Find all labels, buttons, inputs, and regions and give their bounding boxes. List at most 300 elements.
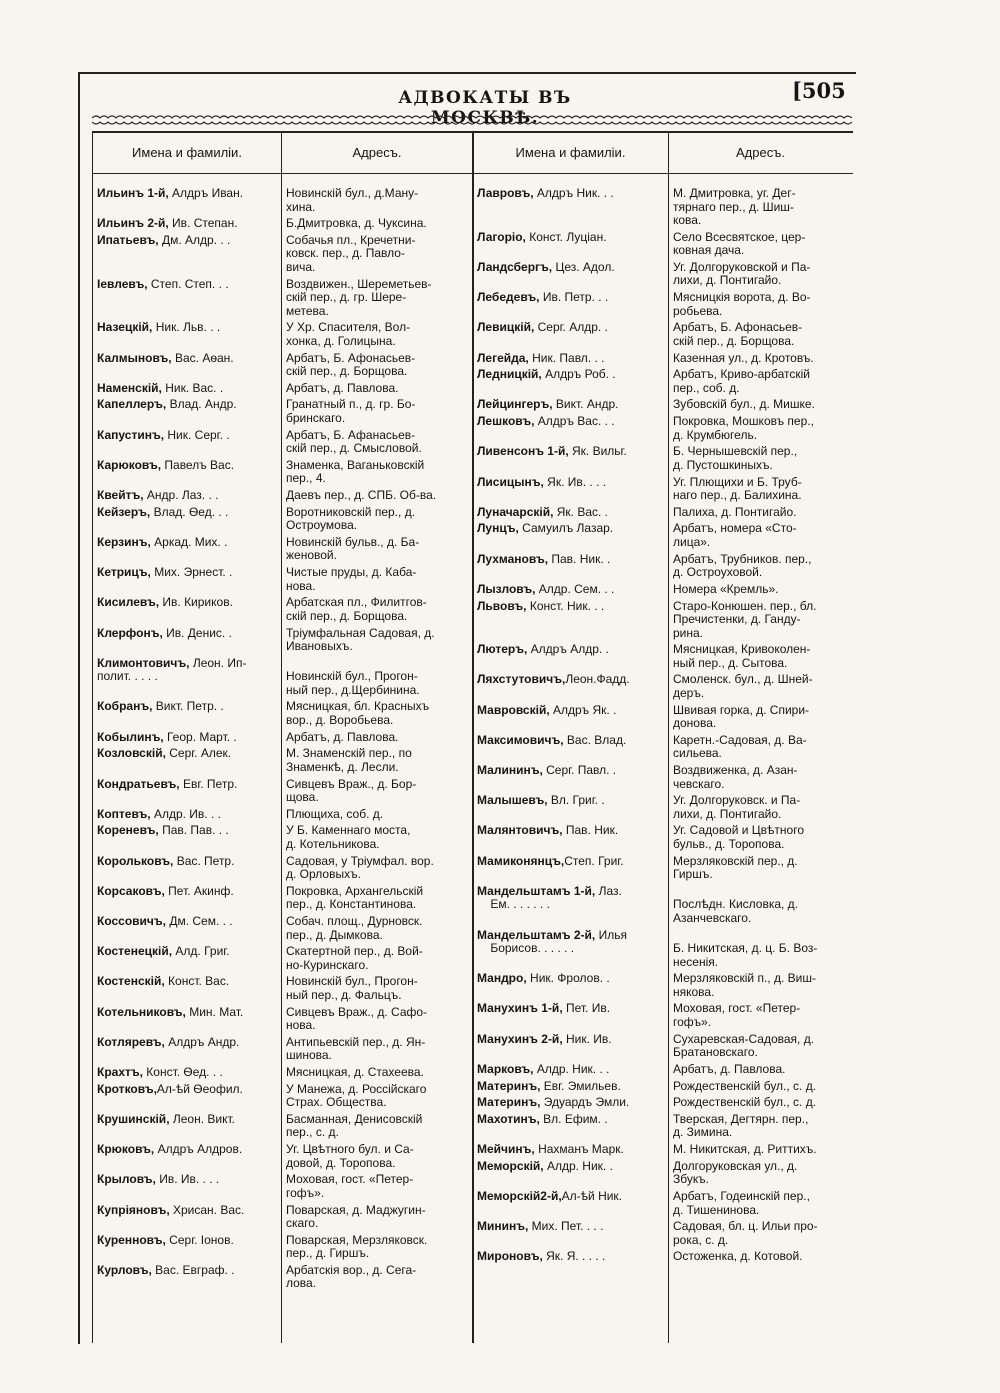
right-entry-address: Палиха, д. Понтигайо. xyxy=(673,504,797,519)
given-names: Леон. Викт. xyxy=(169,1111,235,1126)
left-entry-name xyxy=(97,945,230,959)
left-entry-name xyxy=(97,382,223,396)
surname: Капустинъ, xyxy=(97,427,165,442)
given-names: Алдръ Андр. xyxy=(164,1034,240,1049)
left-entry-address: Арбатскія вор., д. Сега- лова. xyxy=(286,1262,417,1291)
given-names: Алдр. Ник. . . xyxy=(533,1061,610,1076)
right-entry-name xyxy=(477,764,616,778)
right-entry-address: Остоженка, д. Котовой. xyxy=(673,1249,803,1264)
left-entry-address: Моховая, гост. «Петер- гофъ». xyxy=(286,1172,414,1200)
left-entry-address: Тріумфальная Садовая, д. Ивановыхъ. xyxy=(286,625,435,653)
given-names: Мин. Мат. xyxy=(185,1004,244,1019)
given-names: Самуилъ Лазар. xyxy=(518,521,614,536)
given-names: Ник. Фролов. . xyxy=(526,971,610,986)
given-names: Алдръ Ник. . . xyxy=(533,186,614,200)
given-names: Ив. Денис. . xyxy=(162,625,232,640)
given-names: Андр. Лаз. . . xyxy=(143,488,219,502)
surname: Левицкій, xyxy=(477,320,535,335)
column-divider-center xyxy=(472,133,474,1343)
right-entry-name xyxy=(477,1160,613,1174)
surname: Клерфонъ, xyxy=(97,625,163,640)
left-entry-name xyxy=(97,506,228,520)
left-entry-address: Новинскій бульв., д. Ба- женовой. xyxy=(286,534,420,563)
right-entry-name xyxy=(477,445,627,459)
right-entry-name xyxy=(477,885,622,912)
left-entry-name xyxy=(97,731,237,745)
surname: Мандельштамъ 2-й, xyxy=(477,927,596,942)
left-entry-address: Садовая, у Тріумфал. вор. д. Орловыхъ. xyxy=(286,853,434,882)
left-entry-name xyxy=(97,700,224,714)
right-entry-address: Арбатъ, номера «Сто- лица». xyxy=(673,521,797,549)
right-entry-address: Долгоруковская ул., д. Збукъ. xyxy=(673,1158,798,1187)
surname: Максимовичъ, xyxy=(477,732,564,747)
right-entry-name xyxy=(477,291,608,305)
surname: Легейда, xyxy=(477,350,529,365)
surname: Лызловъ, xyxy=(477,581,536,596)
left-entry-address: Гранатный п., д. гр. Бо- бринскаго. xyxy=(286,397,416,425)
surname: Лагоріо, xyxy=(477,229,526,244)
right-entry-name xyxy=(477,231,607,245)
given-names: Алдр. Сем. . . xyxy=(535,581,615,596)
given-names: Ив. Петр. . . xyxy=(539,290,609,305)
surname: Капеллеръ, xyxy=(97,397,167,412)
given-names: Серг. Павл. . xyxy=(542,763,617,777)
left-entry-name xyxy=(97,429,230,443)
given-names: Пав. Ник. . xyxy=(548,551,611,566)
surname: Луначарскій, xyxy=(477,504,554,519)
left-entry-address: Новинскій бул., Прогон- ный пер., д.Щербинина. xyxy=(286,669,420,697)
right-entry-address: Арбатъ, Годеинскій пер., д. Тишенинова. xyxy=(673,1189,810,1217)
right-entry-name xyxy=(477,929,627,956)
right-entry-address: Б. Чернышевскій пер., д. Пустошкиныхъ. xyxy=(673,444,798,472)
given-names: Дм. Сем. . . xyxy=(165,914,233,928)
given-names: Вл. Григ. . xyxy=(547,793,605,808)
given-names: Як. Вильг. xyxy=(568,444,627,459)
given-names: Вас. Евграф. . xyxy=(151,1262,235,1277)
surname: Ильинъ 1-й, xyxy=(97,186,169,200)
given-names: Влад. Андр. xyxy=(166,397,237,412)
given-names: Конст. Вас. xyxy=(164,974,230,989)
left-entry-address: Новинскій бул., д.Ману- хина. xyxy=(286,186,419,214)
left-entry-name xyxy=(97,459,234,473)
given-names: Викт. Петр. . xyxy=(152,699,224,714)
right-entry-address: М. Дмитровка, уг. Дег- тярнаго пер., д. Шиш- кова. xyxy=(673,186,796,227)
right-entry-address: Смоленск. бул., д. Шней- деръ. xyxy=(673,672,813,700)
given-names: Степ. Степ. . . xyxy=(147,276,229,291)
right-entry-name xyxy=(477,1143,624,1157)
given-names: Мих. Пет. . . . xyxy=(528,1219,604,1234)
surname: Крыловъ, xyxy=(97,1172,156,1187)
given-names: Ник. Льв. . . xyxy=(152,320,221,335)
left-entry-name xyxy=(97,1173,219,1187)
right-entry-address: Рождественскій бул., с. д. xyxy=(673,1095,817,1110)
right-entry-address: Садовая, бл. ц. Ильи про- рока, с. д. xyxy=(673,1219,818,1247)
surname: Козловскій, xyxy=(97,746,166,761)
right-entry-name xyxy=(477,415,615,429)
right-entry-name xyxy=(477,824,618,838)
surname: Керзинъ, xyxy=(97,534,151,549)
given-names: Алдръ Алдр. . xyxy=(527,642,609,657)
left-entry-name xyxy=(97,352,234,366)
left-entry-address: Поварская, д. Маджугин- скаго. xyxy=(286,1202,426,1230)
left-entry-name xyxy=(97,536,227,550)
right-entry-address: Арбатъ, Б. Афонасьев- скій пер., д. Борщова. xyxy=(673,320,803,348)
given-names: Геор. Март. . xyxy=(163,729,237,744)
right-entry-address: Мерзляковскій пер., д. Гиршъ. xyxy=(673,853,798,882)
left-entry-address: Мясницкая, бл. Красныхъ вор., д. Воробьева. xyxy=(286,699,430,727)
given-names: Як. Ив. . . . xyxy=(543,474,607,489)
given-names: Ник. Вас. . xyxy=(161,380,224,395)
given-names: Алдр. Ив. . . xyxy=(150,806,221,821)
surname: Махотинъ, xyxy=(477,1111,540,1126)
given-names: Ал-ѣй Ник. xyxy=(561,1189,623,1203)
surname: Кротковъ, xyxy=(97,1081,157,1096)
surname: Крушинскій, xyxy=(97,1111,170,1126)
left-entry-name xyxy=(97,234,230,248)
surname: Лютеръ, xyxy=(477,642,528,657)
column-divider xyxy=(281,133,282,1343)
left-entry-address: Арбатская пл., Филитгов- скій пер., д. Борщова. xyxy=(286,595,427,623)
given-names: Цез. Адол. xyxy=(552,259,615,274)
surname: Лунцъ, xyxy=(477,521,519,536)
right-entry-address: Рождественскій бул., с. д. xyxy=(673,1078,817,1093)
right-entry-address: Б. Никитская, д. ц. Б. Воз- несенія. xyxy=(673,941,818,969)
given-names: Вас. Петр. xyxy=(173,853,235,868)
surname: Калмыновъ, xyxy=(97,350,172,365)
given-names: Леон.Фадд. xyxy=(565,672,630,687)
left-entry-name xyxy=(97,1143,242,1157)
left-entry-name xyxy=(97,489,218,503)
surname: Малышевъ, xyxy=(477,793,548,808)
given-names: Павелъ Вас. xyxy=(161,457,235,472)
given-names: Алдръ Вас. . . xyxy=(534,414,615,429)
right-entry-name xyxy=(477,855,624,869)
right-entry-name xyxy=(477,1063,609,1077)
given-names: Дм. Алдр. . . xyxy=(158,232,231,247)
right-entry-name xyxy=(477,187,614,201)
right-entry-name xyxy=(477,522,613,536)
given-names: Ив. Ив. . . . xyxy=(155,1172,220,1187)
page-number: [505 xyxy=(792,78,846,103)
surname: Котельниковъ, xyxy=(97,1004,186,1019)
right-entry-address: Воздвиженка, д. Азан- чевскаго. xyxy=(673,763,798,791)
given-names: Як. Вас. . xyxy=(553,504,609,519)
right-entry-address: Послѣдн. Кисловка, д. Азанчевскаго. xyxy=(673,897,799,925)
surname: Меморскій2-й, xyxy=(477,1189,562,1203)
surname: Лисицынъ, xyxy=(477,474,544,489)
left-entry-name xyxy=(97,1083,243,1097)
left-entry-name xyxy=(97,566,232,580)
left-entry-address: Арбатъ, Б. Афонасьев- скій пер., д. Борщова. xyxy=(286,350,416,378)
given-names: Викт. Андр. xyxy=(552,397,619,412)
surname: Квейтъ, xyxy=(97,488,144,502)
right-entry-address: Номера «Кремль». xyxy=(673,581,779,596)
right-entry-address: М. Никитская, д. Риттихъ. xyxy=(673,1142,817,1157)
given-names: Пав. Пав. . . xyxy=(158,823,229,838)
left-entry-address: Арбатъ, д. Павлова. xyxy=(286,729,399,744)
left-entry-address: У Хр. Спасителя, Вол- хонка, д. Голицына. xyxy=(286,320,411,348)
right-entry-address: Арбатъ, д. Павлова. xyxy=(673,1061,786,1076)
right-entry-name xyxy=(477,1033,612,1047)
right-entry-name xyxy=(477,673,630,687)
right-entry-name xyxy=(477,704,616,718)
surname: Мейчинъ, xyxy=(477,1142,535,1157)
surname: Корсаковъ, xyxy=(97,883,165,898)
given-names: Ив. Кириков. xyxy=(159,595,233,610)
left-entry-name xyxy=(97,627,232,641)
surname: Купріяновъ, xyxy=(97,1202,170,1217)
surname: Костенецкій, xyxy=(97,944,173,959)
surname: Манухинъ 1-й, xyxy=(477,1001,563,1016)
surname: Лавровъ, xyxy=(477,186,534,200)
given-names: Евг. Эмильев. xyxy=(540,1078,621,1093)
left-entry-name xyxy=(97,855,234,869)
left-entry-address: Уг. Цвѣтного бул. и Са- довой, д. Торопова. xyxy=(286,1142,414,1170)
left-entry-address: Б.Дмитровка, д. Чуксина. xyxy=(286,216,427,231)
left-entry-address: Даевъ пер., д. СПБ. Об-ва. xyxy=(286,488,437,502)
surname: Наменскій, xyxy=(97,380,162,395)
given-names: Алдръ Алдров. xyxy=(154,1142,243,1157)
right-entry-address: Уг. Долгоруковской и Па- лихи, д. Понтигайо. xyxy=(673,259,811,288)
left-entry-address: Арбатъ, д. Павлова. xyxy=(286,380,399,395)
surname: Ипатьевъ, xyxy=(97,232,159,247)
given-names: Алдръ Иван. xyxy=(168,186,244,200)
surname: Лешковъ, xyxy=(477,414,535,429)
surname: Лебедевъ, xyxy=(477,290,540,305)
surname: Карюковъ, xyxy=(97,457,162,472)
left-entry-name xyxy=(97,1204,244,1218)
surname: Кисилевъ, xyxy=(97,595,160,610)
right-entry-address: Уг. Садовой и Цвѣтного бульв., д. Торопова. xyxy=(673,823,804,851)
right-entry-address: Арбатъ, Трубников. пер., д. Остроуховой. xyxy=(673,551,812,580)
given-names: Ив. Степан. xyxy=(168,216,238,231)
right-entry-name xyxy=(477,506,608,520)
left-entry-name xyxy=(97,1006,243,1020)
column-header-address-1: Адресъ. xyxy=(281,133,473,174)
left-entry-name xyxy=(97,321,220,335)
right-entry-address: Каретн.-Садовая, д. Ва- сильева. xyxy=(673,732,807,761)
right-entry-name xyxy=(477,368,616,382)
surname: Малянтовичъ, xyxy=(477,823,563,838)
column-divider xyxy=(668,133,669,1343)
right-entry-address: Казенная ул., д. Кротовъ. xyxy=(673,350,814,365)
right-entry-name xyxy=(477,1220,603,1234)
surname: Кобылинъ, xyxy=(97,729,164,744)
page-title: АДВОКАТЫ ВЪ МОСКВѢ. xyxy=(398,88,572,128)
right-entry-address: Уг. Долгоруковск. и Па- лихи, д. Понтигайо. xyxy=(673,793,801,821)
right-entry-address: Арбатъ, Криво-арбатскій пер., соб. д. xyxy=(673,367,810,395)
given-names: Леон. Ип- полит. . . . . xyxy=(97,655,247,684)
surname: Ливенсонъ 1-й, xyxy=(477,444,569,459)
given-names: Нахманъ Марк. xyxy=(534,1142,624,1157)
given-names: Вас. Влад. xyxy=(563,732,627,747)
left-entry-name xyxy=(97,808,221,822)
surname: Мандро, xyxy=(477,971,527,986)
left-entry-name xyxy=(97,778,237,792)
left-entry-address: Басманная, Денисовскій пер., с. д. xyxy=(286,1111,423,1140)
surname: Климонтовичъ, xyxy=(97,655,190,670)
given-names: Ник. Павл. . . xyxy=(528,350,605,365)
given-names: Хрисан. Вас. xyxy=(169,1202,245,1217)
right-entry-address: Старо-Конюшен. пер., бл. Пречистенки, д. Гандy- рина. xyxy=(673,598,817,640)
left-entry-address: Поварская, Мерзляковск. пер., д. Гиршъ. xyxy=(286,1232,428,1261)
left-entry-name xyxy=(97,217,238,231)
right-entry-address: Мерзляковскій п., д. Виш- някова. xyxy=(673,971,816,999)
right-entry-address: Мясницкая, Кривоколен- ный пер., д. Сытова. xyxy=(673,642,811,670)
right-entry-name xyxy=(477,972,610,986)
surname: Котляревъ, xyxy=(97,1034,165,1049)
surname: Ледницкій, xyxy=(477,367,542,382)
directory-table xyxy=(92,131,853,1343)
left-entry-address: У Манежа, д. Россійскаго Страх. Общества. xyxy=(286,1081,427,1110)
surname: Костенскій, xyxy=(97,974,165,989)
given-names: Вл. Ефим. . xyxy=(539,1111,608,1126)
right-entry-name xyxy=(477,261,615,275)
surname: Мавровскій, xyxy=(477,702,550,717)
given-names: Ник. Ив. xyxy=(562,1031,612,1046)
right-entry-address: Сухаревская-Садовая, д. Братановскаго. xyxy=(673,1031,815,1060)
right-entry-name xyxy=(477,553,610,567)
left-entry-address: Воротниковскій пер., д. Остроумова. xyxy=(286,504,416,533)
column-header-names-2: Имена и фамиліи. xyxy=(473,133,668,174)
right-entry-name xyxy=(477,643,609,657)
right-entry-address: Мясницкія ворота, д. Во- робьева. xyxy=(673,290,811,318)
right-entry-address: Уг. Плющихи и Б. Труб- наго пер., д. Балихина. xyxy=(673,474,802,502)
left-entry-address: Собач. площ., Дурновск. пер., д. Дымкова. xyxy=(286,914,423,942)
right-entry-name xyxy=(477,1190,622,1204)
left-entry-name xyxy=(97,1234,234,1248)
given-names: Алдр. Ник. . xyxy=(543,1158,613,1173)
surname: Ильинъ 2-й, xyxy=(97,216,169,231)
given-names: Пав. Ник. xyxy=(562,823,619,838)
surname: Ландсбергъ, xyxy=(477,259,553,274)
given-names: Ник. Серг. . xyxy=(164,427,230,442)
surname: Куренновъ, xyxy=(97,1232,166,1247)
given-names: Пет. Акинф. xyxy=(164,883,234,898)
surname: Лейцингеръ, xyxy=(477,397,553,412)
surname: Мининъ, xyxy=(477,1219,529,1234)
surname: Крахтъ, xyxy=(97,1065,143,1079)
right-entry-name xyxy=(477,321,608,335)
surname: Манухинъ 2-й, xyxy=(477,1031,563,1046)
left-entry-address: Сивцевъ Враж., д. Сафо- нова. xyxy=(286,1004,428,1033)
right-entry-name xyxy=(477,352,604,366)
left-entry-address: У Б. Каменнаго моста, д. Котельникова. xyxy=(286,823,411,851)
surname: Кейзеръ, xyxy=(97,504,151,519)
right-entry-name xyxy=(477,1080,621,1094)
surname: Крюковъ, xyxy=(97,1142,155,1157)
left-entry-name xyxy=(97,1113,235,1127)
given-names: Алдръ Роб. . xyxy=(541,367,616,382)
left-entry-name xyxy=(97,398,237,412)
left-entry-address: М. Знаменскій пер., по Знаменкѣ, д. Лесли. xyxy=(286,746,412,774)
column-header-names-1: Имена и фамиліи. xyxy=(93,133,281,174)
surname: Кобранъ, xyxy=(97,699,153,714)
left-entry-address: Знаменка, Ваганьковскій пер., 4. xyxy=(286,457,425,486)
given-names: Серг. Алдр. . xyxy=(534,320,608,335)
left-entry-name xyxy=(97,975,229,989)
given-names: Ал-ѣй Ѳеофил. xyxy=(156,1081,243,1096)
given-names: Степ. Григ. xyxy=(564,853,624,868)
right-entry-name xyxy=(477,398,618,412)
left-entry-address: Собачья пл., Кречетни- ковск. пер., д. Павло- вича. xyxy=(286,232,416,274)
surname: Мироновъ, xyxy=(477,1249,543,1264)
given-names: Мих. Эрнест. . xyxy=(150,565,233,580)
given-names: Серг. Іонов. xyxy=(165,1232,234,1247)
right-entry-address: Моховая, гост. «Петер- гофъ». xyxy=(673,1001,801,1029)
surname: Іевлевъ, xyxy=(97,276,148,291)
right-entry-address: Швивая горка, д. Спири- донова. xyxy=(673,702,810,731)
given-names: Илья Борисов. . . . . . xyxy=(490,927,627,955)
left-entry-name xyxy=(97,657,246,684)
right-entry-name xyxy=(477,1113,608,1127)
given-names: Конст. Ник. . . xyxy=(526,598,605,613)
left-entry-address: Сивцевъ Враж., д. Бор- щова. xyxy=(286,776,417,804)
left-entry-name xyxy=(97,885,234,899)
given-names: Алдръ Як. . xyxy=(549,702,617,717)
right-entry-address: Покровка, Мошковъ пер., д. Крумбюгель. xyxy=(673,414,814,442)
surname: Курловъ, xyxy=(97,1262,152,1277)
right-entry-name xyxy=(477,476,606,490)
surname: Марковъ, xyxy=(477,1061,534,1076)
given-names: Серг. Алек. xyxy=(165,746,232,761)
given-names: Як. Я. . . . . xyxy=(542,1249,606,1264)
surname: Кореневъ, xyxy=(97,823,159,838)
surname: Мамиконянцъ, xyxy=(477,853,565,868)
right-entry-name xyxy=(477,1250,605,1264)
column-header-address-2: Адресъ. xyxy=(668,133,853,174)
right-entry-name xyxy=(477,734,626,748)
left-entry-address: Мясницкая, д. Стахеева. xyxy=(286,1065,424,1079)
left-entry-name xyxy=(97,596,233,610)
given-names: Влад. Ѳед. . . xyxy=(150,504,229,519)
surname: Львовъ, xyxy=(477,598,527,613)
surname: Назецкій, xyxy=(97,320,153,335)
given-names: Эдуардъ Эмли. xyxy=(540,1095,630,1110)
surname: Коптевъ, xyxy=(97,806,151,821)
surname: Коссовичъ, xyxy=(97,914,166,928)
left-entry-address: Плющиха, соб. д. xyxy=(286,806,384,821)
left-entry-name xyxy=(97,278,229,292)
left-entry-name xyxy=(97,1264,235,1278)
given-names: Аркад. Мих. . xyxy=(150,534,228,549)
surname: Ляхстутовичъ, xyxy=(477,672,566,687)
given-names: Пет. Ив. xyxy=(562,1001,611,1016)
right-entry-address: Село Всесвятское, цер- ковная дача. xyxy=(673,229,806,258)
right-entry-address: Зубовскій бул., д. Мишке. xyxy=(673,397,815,412)
surname: Меморскій, xyxy=(477,1158,544,1173)
right-entry-name xyxy=(477,600,604,614)
left-entry-name xyxy=(97,824,229,838)
left-entry-name xyxy=(97,187,243,201)
surname: Малининъ, xyxy=(477,763,543,777)
surname: Кондратьевъ, xyxy=(97,776,180,791)
left-entry-name xyxy=(97,1036,239,1050)
left-entry-address: Покровка, Архангельскій пер., д. Константинова. xyxy=(286,883,424,912)
given-names: Конст. Луціан. xyxy=(525,229,607,244)
surname: Корольковъ, xyxy=(97,853,174,868)
right-entry-address: Тверская, Дегтярн. пер., д. Зимина. xyxy=(673,1111,809,1140)
surname: Материнъ, xyxy=(477,1078,541,1093)
left-entry-name xyxy=(97,747,231,761)
left-entry-name xyxy=(97,1066,223,1080)
right-entry-name xyxy=(477,1002,610,1016)
right-entry-name xyxy=(477,794,605,808)
given-names: Лаз. Ем. . . . . . . xyxy=(490,883,622,912)
left-entry-name xyxy=(97,915,233,929)
left-entry-address: Воздвижен., Шереметьев- скій пер., д. гр. Шере- метева. xyxy=(286,276,432,318)
right-entry-name xyxy=(477,583,614,597)
